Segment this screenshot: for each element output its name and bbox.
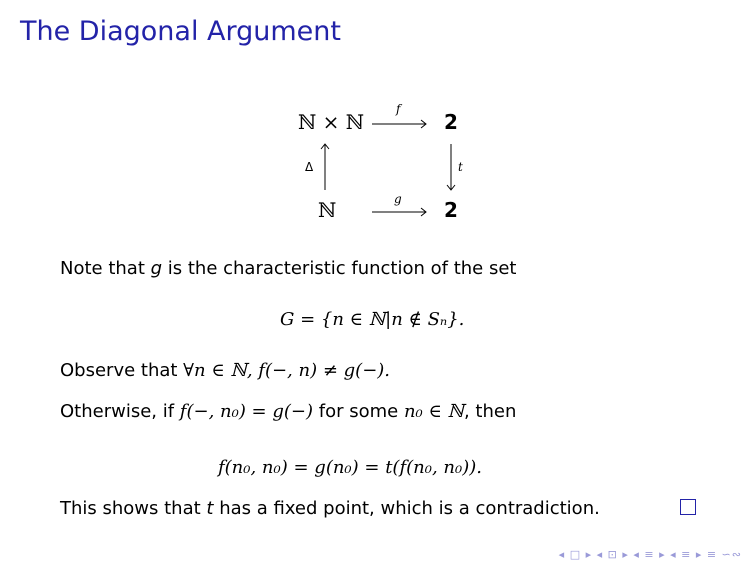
p3-mid: for some xyxy=(313,401,404,422)
p4-prefix: This shows that xyxy=(60,498,207,519)
commutative-diagram xyxy=(280,98,500,228)
beamer-navigation-bar[interactable]: ◂ □ ▸ ◂ ⊡ ▸ ◂ ≡ ▸ ◂ ≡ ▸ ≡ ∽∾ xyxy=(558,548,742,561)
p2-prefix: Observe that xyxy=(60,360,184,381)
p3-math2: n₀ ∈ ℕ xyxy=(403,401,464,422)
p3-suffix: , then xyxy=(463,401,517,422)
p2-math: ∀n ∈ ℕ, f(−, n) ≠ g(−). xyxy=(183,360,391,381)
diagram-node-top-right: 2 xyxy=(444,110,458,134)
diagram-label-delta: Δ xyxy=(305,160,314,174)
paragraph-note xyxy=(60,258,516,279)
equation-set-G: G = {n ∈ ℕ|n ∉ Sₙ}. xyxy=(280,309,465,330)
equation-fixed-point: f(n₀, n₀) = g(n₀) = t(f(n₀, n₀)). xyxy=(218,457,482,478)
paragraph-otherwise xyxy=(60,401,516,422)
diagram-label-t: t xyxy=(458,160,463,174)
diagram-label-g: g xyxy=(394,192,402,206)
diagram-arrows xyxy=(280,98,500,228)
p1-prefix: Note that xyxy=(60,258,151,279)
p3-prefix: Otherwise, if xyxy=(60,401,180,422)
paragraph-observe xyxy=(60,360,390,381)
diagram-node-bottom-right: 2 xyxy=(444,198,458,222)
paragraph-conclusion xyxy=(60,498,600,519)
diagram-node-top-left: ℕ × ℕ xyxy=(298,110,365,134)
qed-box-icon xyxy=(680,499,696,515)
diagram-node-bottom-left: ℕ xyxy=(318,198,337,222)
diagram-label-f: f xyxy=(396,102,401,116)
p4-suffix: has a fixed point, which is a contradiction. xyxy=(213,498,600,519)
p1-suffix: is the characteristic function of the set xyxy=(162,258,517,279)
p3-math1: f(−, n₀) = g(−) xyxy=(179,401,314,422)
p4-var: t xyxy=(206,498,214,519)
p1-var: g xyxy=(150,258,163,279)
slide-title: The Diagonal Argument xyxy=(20,16,341,47)
